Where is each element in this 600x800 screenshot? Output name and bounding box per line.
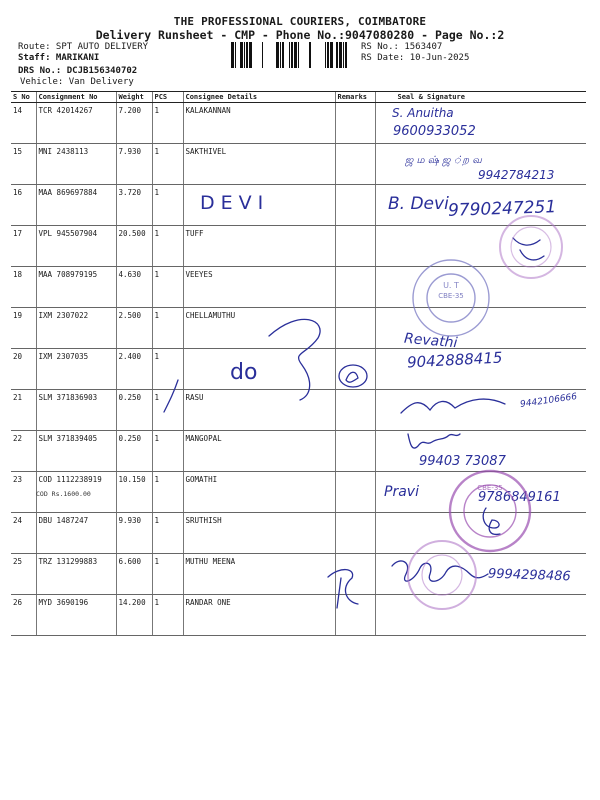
- weight-cell: 2.400: [116, 349, 152, 390]
- stamp-label: CBE-35: [438, 292, 464, 300]
- cod-amount-note: COD Rs.1600.00: [36, 490, 91, 498]
- staff-label: Staff: MARIKANI: [18, 53, 100, 63]
- handwritten-phone: 9442106666: [519, 392, 578, 410]
- weight-cell: 2.500: [116, 308, 152, 349]
- handwritten-name: Revathi: [403, 330, 459, 352]
- sno-cell: 25: [11, 554, 36, 595]
- handwritten-phone: 9600933052: [393, 124, 476, 139]
- handwritten-signature: ஜ ம ஷ் ஜ ்ற வ: [405, 155, 482, 166]
- pcs-cell: 1: [152, 554, 183, 595]
- pcs-cell: 1: [152, 226, 183, 267]
- handwritten-name: S. Anuitha: [392, 106, 454, 120]
- consignment-cell: TCR 42014267: [36, 103, 116, 144]
- sno-cell: 19: [11, 308, 36, 349]
- company-seal: [496, 212, 566, 282]
- handwritten-phone: 9994298486: [487, 566, 571, 585]
- sno-cell: 21: [11, 390, 36, 431]
- pcs-cell: 1: [152, 185, 183, 226]
- company-seal: [410, 257, 492, 339]
- sno-cell: 18: [11, 267, 36, 308]
- col-remarks: Remarks: [335, 92, 375, 103]
- pcs-cell: 1: [152, 472, 183, 513]
- consignee-cell: VEEYES: [183, 267, 335, 308]
- col-seal-signature: Seal & Signature: [375, 92, 586, 103]
- handwritten-circle: [339, 365, 367, 387]
- consignment-cell: IXM 2307022: [36, 308, 116, 349]
- pcs-cell: 1: [152, 595, 183, 636]
- handwritten-phone: 99403 73087: [419, 454, 506, 469]
- sno-cell: 16: [11, 185, 36, 226]
- consignment-cell: VPL 945507904: [36, 226, 116, 267]
- drs-number: DRS No.: DCJB156340702: [18, 66, 138, 76]
- handwritten-signature: [408, 434, 460, 448]
- handwritten-signature: [401, 399, 505, 413]
- consignment-cell: IXM 2307035: [36, 349, 116, 390]
- pcs-cell: 1: [152, 431, 183, 472]
- consignee-cell: SRUTHISH: [183, 513, 335, 554]
- pcs-cell: 1: [152, 144, 183, 185]
- stamp-label: CBE-35: [477, 484, 503, 492]
- sno-cell: 14: [11, 103, 36, 144]
- sno-cell: 24: [11, 513, 36, 554]
- handwritten-phone: 9786849161: [478, 490, 561, 505]
- sno-cell: 15: [11, 144, 36, 185]
- consignment-cell: COD 1112238919: [36, 472, 116, 513]
- weight-cell: 10.150: [116, 472, 152, 513]
- sno-cell: 20: [11, 349, 36, 390]
- handwritten-scribble: [328, 570, 358, 604]
- handwritten-phone: 9942784213: [478, 168, 555, 182]
- handwritten-name: Pravi: [384, 484, 419, 500]
- consignment-cell: MNI 2438113: [36, 144, 116, 185]
- consignee-cell: TUFF: [183, 226, 335, 267]
- rs-date: RS Date: 10-Jun-2025: [361, 53, 470, 63]
- handwritten-scribble: [269, 319, 320, 400]
- pcs-cell: 1: [152, 513, 183, 554]
- consignee-cell: CHELLAMUTHU: [183, 308, 335, 349]
- weight-cell: 7.200: [116, 103, 152, 144]
- pcs-cell: 1: [152, 267, 183, 308]
- consignment-cell: MAA 708979195: [36, 267, 116, 308]
- weight-cell: 4.630: [116, 267, 152, 308]
- consignment-cell: MAA 869697884: [36, 185, 116, 226]
- handwritten-stroke: [337, 578, 341, 608]
- weight-cell: 6.600: [116, 554, 152, 595]
- consignee-cell: MUTHU MEENA: [183, 554, 335, 595]
- handwritten-remark: do: [230, 360, 258, 385]
- sno-cell: 22: [11, 431, 36, 472]
- weight-cell: 9.930: [116, 513, 152, 554]
- consignee-cell: RANDAR ONE: [183, 595, 335, 636]
- svg-text:U. T: U. T: [443, 281, 459, 290]
- consignee-cell: KALAKANNAN: [183, 103, 335, 144]
- handwritten-scribble: [346, 372, 358, 382]
- consignee-cell: MANGOPAL: [183, 431, 335, 472]
- sno-cell: 26: [11, 595, 36, 636]
- weight-cell: 3.720: [116, 185, 152, 226]
- company-seal: [405, 538, 479, 612]
- vehicle-label: Vehicle: Van Delivery: [20, 77, 134, 87]
- consignee-cell: RASU: [183, 390, 335, 431]
- runsheet-title: Delivery Runsheet - CMP - Phone No.:9047080280 - Page No.:2: [95, 28, 505, 42]
- handwritten-phone: 9790247251: [447, 197, 557, 221]
- sno-cell: 23: [11, 472, 36, 513]
- consignment-cell: DBU 1487247: [36, 513, 116, 554]
- weight-cell: 7.930: [116, 144, 152, 185]
- weight-cell: 14.200: [116, 595, 152, 636]
- weight-cell: 20.500: [116, 226, 152, 267]
- handwritten-stroke: [164, 380, 178, 412]
- consignment-cell: TRZ 131299883: [36, 554, 116, 595]
- pcs-cell: 1: [152, 390, 183, 431]
- col-weight: Weight: [116, 92, 152, 103]
- col-sno: S No: [11, 92, 36, 103]
- pcs-cell: 1: [152, 103, 183, 144]
- consignment-cell: MYD 3690196: [36, 595, 116, 636]
- sno-cell: 17: [11, 226, 36, 267]
- rs-number: RS No.: 1563407: [361, 42, 443, 52]
- pcs-cell: 1: [152, 308, 183, 349]
- consignment-cell: SLM 371836903: [36, 390, 116, 431]
- handwritten-signature: B. Devi: [388, 194, 449, 214]
- route-label: Route: SPT AUTO DELIVERY: [18, 42, 149, 52]
- consignment-cell: SLM 371839405: [36, 431, 116, 472]
- weight-cell: 0.250: [116, 431, 152, 472]
- pcs-cell: 1: [152, 349, 183, 390]
- consignee-cell: SAKTHIVEL: [183, 144, 335, 185]
- consignee-cell: GOMATHI: [183, 472, 335, 513]
- handwritten-phone: 9042888415: [406, 348, 503, 372]
- handwritten-consignee: DEVI: [200, 192, 270, 214]
- col-pcs: PCS: [152, 92, 183, 103]
- company-name: THE PROFESSIONAL COURIERS, COIMBATORE: [173, 15, 427, 28]
- col-consignee: Consignee Details: [183, 92, 335, 103]
- col-consignment: Consignment No: [36, 92, 116, 103]
- weight-cell: 0.250: [116, 390, 152, 431]
